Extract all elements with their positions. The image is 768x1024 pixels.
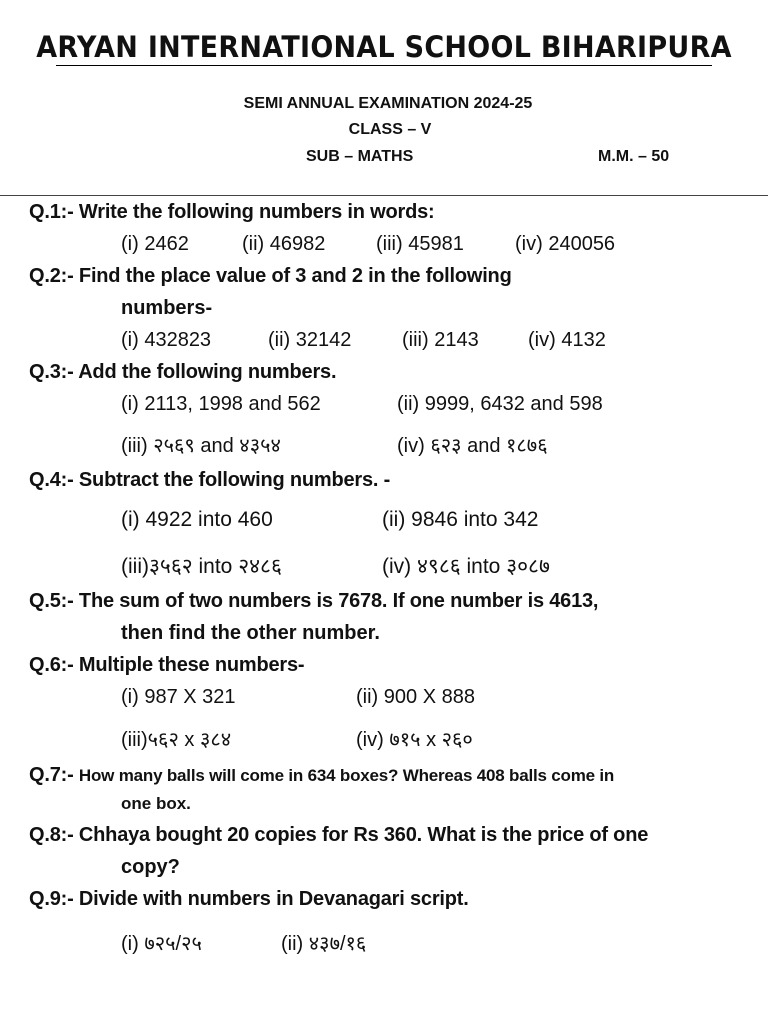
question-4 <box>29 469 390 492</box>
exam-title: SEMI ANNUAL EXAMINATION 2024-25 <box>243 95 533 112</box>
question-prefix: Q.5:- <box>29 590 74 612</box>
q1-option-3: (iii) 45981 <box>376 233 464 255</box>
question-text: The sum of two numbers is 7678. If one number is 4613, <box>78 590 599 612</box>
question-prefix: Q.7:- <box>29 764 74 786</box>
q4-option-2: (ii) 9846 into 342 <box>382 508 539 531</box>
question-6 <box>29 654 304 677</box>
q6-option-2: (ii) 900 X 888 <box>356 686 475 708</box>
question-text: How many balls will come in 634 boxes? Whereas 408 balls come in <box>78 766 615 785</box>
class-label: CLASS – V <box>348 121 432 138</box>
question-text: Find the place value of 3 and 2 in the following <box>78 265 512 287</box>
question-text: Divide with numbers in Devanagari script. <box>78 888 469 910</box>
school-name: ARYAN INTERNATIONAL SCHOOL BIHARIPURA <box>36 30 732 64</box>
school-name-underline <box>56 65 712 66</box>
question-8-continuation: copy? <box>121 856 180 878</box>
q9-option-1: (i) ७२५/२५ <box>121 933 202 955</box>
question-5-continuation: then find the other number. <box>121 622 380 644</box>
question-7 <box>29 764 614 787</box>
q2-option-3: (iii) 2143 <box>402 329 479 351</box>
question-prefix: Q.2:- <box>29 265 74 287</box>
q2-option-4: (iv) 4132 <box>528 329 606 351</box>
question-prefix: Q.1:- <box>29 201 74 223</box>
question-prefix: Q.6:- <box>29 654 74 676</box>
q6-option-3: (iii)५६२ x ३८४ <box>121 729 232 751</box>
q6-option-1: (i) 987 X 321 <box>121 686 236 708</box>
q1-option-1: (i) 2462 <box>121 233 189 255</box>
question-8 <box>29 824 648 847</box>
question-7-continuation: one box. <box>121 794 191 813</box>
question-text: Chhaya bought 20 copies for Rs 360. What is the price of one <box>78 824 649 846</box>
question-prefix: Q.8:- <box>29 824 74 846</box>
q4-option-4: (iv) ४९८६ into ३०८७ <box>382 555 550 578</box>
question-text: Subtract the following numbers. - <box>78 469 391 491</box>
q3-option-2: (ii) 9999, 6432 and 598 <box>397 393 603 415</box>
question-prefix: Q.4:- <box>29 469 74 491</box>
question-text: Add the following numbers. <box>78 361 337 383</box>
q1-option-4: (iv) 240056 <box>515 233 616 255</box>
q3-option-3: (iii) २५६९ and ४३५४ <box>121 435 281 457</box>
q4-option-1: (i) 4922 into 460 <box>121 508 273 531</box>
q2-option-2: (ii) 32142 <box>268 329 352 351</box>
question-prefix: Q.9:- <box>29 888 74 910</box>
question-prefix: Q.3:- <box>29 361 74 383</box>
q1-option-2: (ii) 46982 <box>242 233 326 255</box>
question-text: Multiple these numbers- <box>78 654 305 676</box>
q3-option-4: (iv) ६२३ and १८७६ <box>397 435 548 457</box>
q6-option-4: (iv) ७१५ x २६० <box>356 729 473 751</box>
q2-option-1: (i) 432823 <box>121 329 212 351</box>
q3-option-1: (i) 2113, 1998 and 562 <box>121 393 321 415</box>
max-marks-label: M.M. – 50 <box>598 148 670 165</box>
header-divider <box>0 195 768 196</box>
q9-option-2: (ii) ४३७/१६ <box>281 933 367 955</box>
question-2-continuation: numbers- <box>121 297 213 319</box>
q4-option-3: (iii)३५६२ into २४८६ <box>121 555 282 578</box>
question-3 <box>29 361 336 384</box>
question-9 <box>29 888 469 911</box>
question-2 <box>29 265 512 288</box>
subject-label: SUB – MATHS <box>306 148 414 165</box>
question-5 <box>29 590 598 613</box>
question-1 <box>29 201 435 224</box>
question-text: Write the following numbers in words: <box>78 201 435 223</box>
